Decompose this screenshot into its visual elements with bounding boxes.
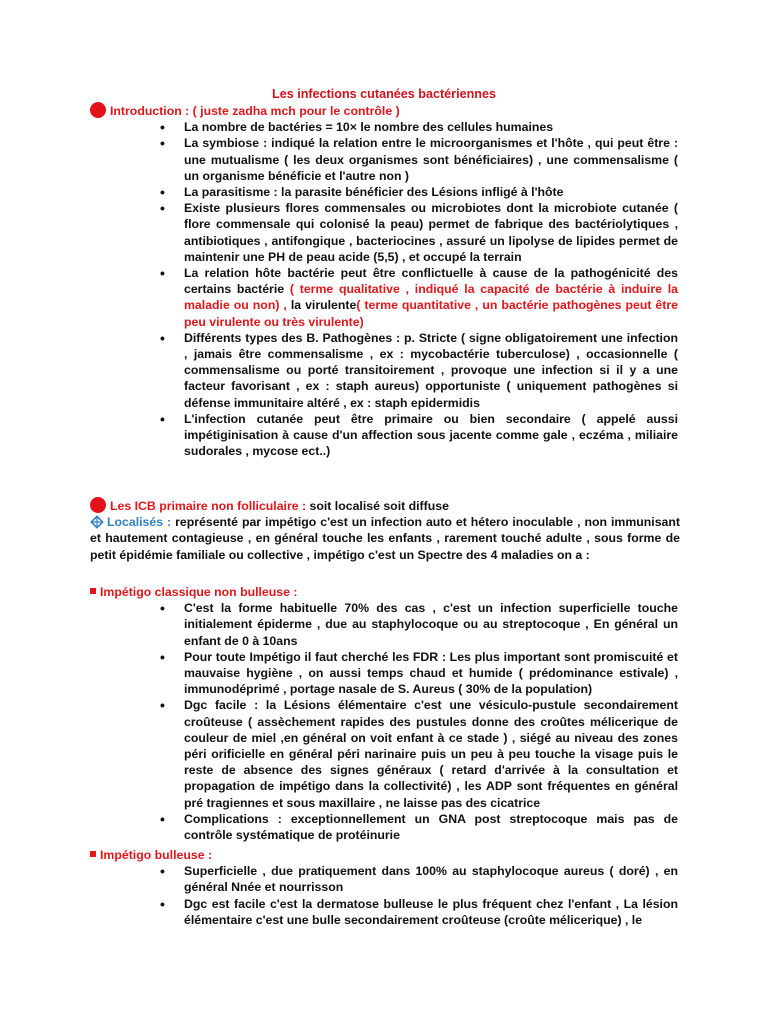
list-item [90, 411, 680, 460]
impetigo-bulleuse-heading [90, 847, 680, 863]
list-item [90, 135, 680, 184]
list-item [90, 265, 680, 330]
item-text: Pour toute Impétigo il faut cherché les FDR : Les plus important sont promiscuité et mauvaise hygiène , on aussi temps chaud et humide ( prédominance estivale) , immunodéprimé , portage nasale de S. Aureus ( 30% de la population) [184, 649, 678, 697]
impetigo-bulleuse-list [90, 863, 680, 928]
icb-heading-black: soit localisé soit diffuse [306, 499, 449, 513]
localises-label: Localisés : [107, 515, 172, 530]
red-square-icon [90, 588, 96, 594]
red-dot-icon [90, 102, 106, 118]
item-text: La symbiose : indiqué la relation entre le microorganismes et l'hôte , qui peut être : une mutualisme ( les deux organismes sont bénéficiaires) , une commensalisme ( un organisme bénéficie et l'autre non ) [184, 136, 678, 183]
item-text: la virulente [286, 298, 357, 313]
icb-heading-red: Les ICB primaire non folliculaire : [110, 499, 307, 513]
impetigo-classique-section [90, 584, 680, 843]
list-item [90, 863, 680, 895]
impetigo-classique-heading [90, 584, 680, 600]
diamond-icon [90, 515, 104, 529]
intro-heading [90, 102, 680, 119]
intro-heading-text: Introduction : ( juste zadha mch pour le contrôle ) [110, 104, 400, 118]
item-text: Complications : exceptionnellement un GNA post streptocoque mais pas de contrôle systématique de protéinurie [184, 811, 678, 843]
item-text: La relation hôte bactérie peut être conflictuelle à cause de la pathogénicité des certains bactérie [184, 266, 678, 297]
item-text: Différents types des B. Pathogènes : p. Stricte ( signe obligatoirement une infection , jamais être commensalisme , ex : mycobactérie tuberculose) , occasionnelle ( commensalisme ou porté transitoirement , provoque une infection si il y a une facteur favorisant , ex : staph aureus) opportuniste ( uniquement pathogènes si défense immunitaire altéré , ex : staph epidermidis [184, 330, 678, 410]
impetigo-classique-heading-text: Impétigo classique non bulleuse : [100, 585, 298, 599]
item-text: La parasitisme : la parasite bénéficier des Lésions infligé à l'hôte [184, 185, 564, 200]
list-item [90, 119, 680, 135]
item-text: Existe plusieurs flores commensales ou microbiotes dont la microbiote cutanée ( flore commensale qui colonisé la peau) permet de fabrique des bactériolytiques , antibiotiques , antifongique , bacteriocines , assuré un lipolyse de lipides permet de maintenir une PH de peau acide (5,5) , et occupé la terrain [184, 201, 678, 264]
impetigo-classique-list [90, 600, 680, 843]
icb-heading [90, 497, 680, 514]
item-text-red: ( terme quantitative , un bactérie pathogènes peut être peu virulente ou très virulente) [184, 298, 678, 329]
localises-paragraph [90, 514, 680, 563]
item-text: Dgc facile : la Lésions élémentaire c'est une vésiculo-pustule secondairement croûteuse ( assèchement rapides des pustules donne des croûtes mélicerique de couleur de miel ,en général on voit enfant à ce stade ) , siégé au niveau des zones péri orificielle en général péri narinaire puis un peu à peu touche la visage puis le reste de absence des signes généraux ( retard d'arrivée à la consultation et propagation de impétigo dans la collectivité) , les ADP sont fréquentes en général pré tragiennes et sous maxillaire , ne laisse pas des cicatrice [184, 698, 678, 810]
list-item [90, 184, 680, 200]
item-text: La nombre de bactéries = 10× le nombre des cellules humaines [184, 120, 554, 135]
list-item [90, 697, 680, 810]
item-text: C'est la forme habituelle 70% des cas , c'est un infection superficielle touche initialement épiderme , due au staphylocoque ou au streptocoque , En général un enfant de 0 à 10ans [184, 601, 678, 648]
list-item [90, 330, 680, 411]
list-item [90, 649, 680, 698]
item-text: Dgc est facile c'est la dermatose bulleuse le plus fréquent chez l'enfant , La lésion élémentaire c'est une bulle secondairement croûteuse (croûte mélicerique) , le [184, 896, 678, 927]
document-title: Les infections cutanées bactériennes [272, 87, 496, 101]
red-dot-icon [90, 497, 106, 513]
item-text: L'infection cutanée peut être primaire ou bien secondaire ( appelé aussi impétiginisation à cause d'un affection sous jacente comme gale , eczéma , miliaire sudorales , mycose ect..) [184, 411, 678, 459]
icb-section [90, 497, 680, 563]
item-text-red: ( terme qualitative , indiqué la capacité de bactérie à induire la maladie ou non) , [184, 282, 678, 313]
red-square-icon [90, 851, 96, 857]
list-item [90, 811, 680, 843]
item-text: Superficielle , due pratiquement dans 100% au staphylocoque aureus ( doré) , en général Nnée et nourrisson [184, 864, 678, 895]
impetigo-bulleuse-heading-text: Impétigo bulleuse : [100, 848, 213, 862]
intro-section [90, 102, 680, 459]
impetigo-bulleuse-section [90, 847, 680, 928]
list-item [90, 600, 680, 649]
list-item [90, 896, 680, 928]
list-item [90, 200, 680, 265]
localises-text: représenté par impétigo c'est un infection auto et hétero inoculable , non immunisant et hautement contagieuse , en général touche les enfants , rarement touché adulte , sous forme de petit épidémie familiale ou collective , impétigo c'est un Spectre des 4 maladies on a : [90, 515, 680, 562]
intro-list [90, 119, 680, 459]
